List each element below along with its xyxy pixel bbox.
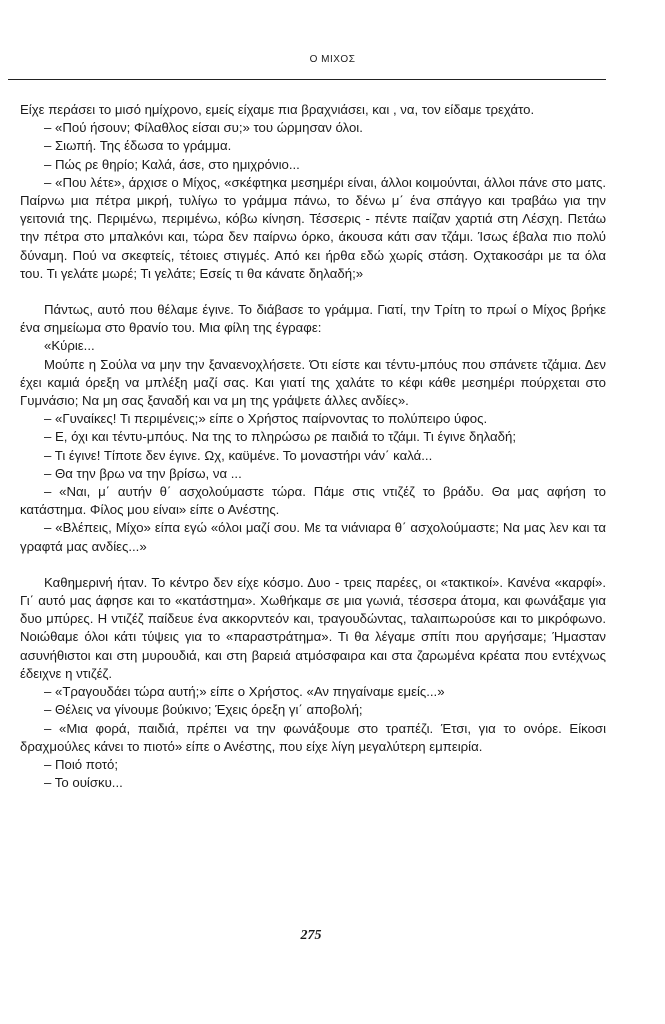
dialogue-line: – «Γυναίκες! Τι περιμένεις;» είπε ο Χρήστος παίρνοντας το πολύπειρο ύφος. <box>44 411 488 427</box>
dialogue-line: – Ε, όχι και τέντυ-μπόυς. Να της το πληρώσω ρε παιδιά το τζάμι. Τι έγινε δηλαδή; <box>44 429 517 445</box>
paragraph: Είχε περάσει το μισό ημίχρονο, εμείς είχαμε πια βραχνιάσει, και , να, τον είδαμε τρεχάτο. <box>20 102 535 117</box>
letter-body: Μούπε η Σούλα να μην την ξαναενοχλήσετε. Ότι είστε και τέντυ-μπόυς που σπάνετε τζάμια. Δεν έχει καμιά όρεξη να μπλέξη μαζί σας. Και γιατί της χαλάτε το κέφι κάθε μεσημέρι πούρχεται στο Γυμνάσιο; Να μη σας ξαναδή και να μη της γράψετε άλλες ανδίες». <box>20 356 606 409</box>
paragraph: Καθημερινή ήταν. Το κέντρο δεν είχε κόσμο. Δυο - τρεις παρέες, οι «τακτικοί». Κανένα «καρφί». Γι΄ αυτό μας άφησε και το «κατάστημα». Χωθήκαμε σε μια γωνιά, τέσσερα άτομα, και φωνάξαμε για δυο μπύρες. Η ντιζέζ παίδευε ένα ακκορντεόν και, τραγουδώντας, ταλαιπωρούσε και το μικρόφωνο. Νοιώθαμε όλοι κάτι τύψεις για το «παραστράτημα». Τι θα λέγαμε σπίτι που αργήσαμε; Ήμασταν ασυνήθιστοι και στη μυρουδιά, και στη βαρειά ατμόσφαιρα και στα ζαρωμένα κρέατα που εντέχνως έδειχνε η ντιζέζ. <box>20 574 606 681</box>
dialogue-line: – Σιωπή. Της έδωσα το γράμμα. <box>44 138 232 154</box>
header-rule <box>8 79 606 80</box>
dialogue-line: – «Πού ήσουν; Φίλαθλος είσαι συ;» του ώρμησαν όλοι. <box>44 120 363 136</box>
letter-salutation: «Κύριε... <box>44 338 95 354</box>
dialogue-line: – Θα την βρω να την βρίσω, να ... <box>44 465 242 481</box>
paragraph: Πάντως, αυτό που θέλαμε έγινε. Το διάβασε το γράμμα. Γιατί, την Τρίτη το πρωί ο Μίχος βρήκε ένα σημείωμα στο θρανίο του. Μια φίλη της έγραφε: <box>20 302 606 336</box>
dialogue-line: – Θέλεις να γίνουμε βούκινο; Έχεις όρεξη γι΄ αποβολή; <box>44 702 363 718</box>
dialogue-line: – «Που λέτε», άρχισε ο Μίχος, «σκέφτηκα μεσημέρι είναι, άλλοι κοιμούνται, άλλοι πάνε στο ματς. Παίρνω μια πέτρα μικρή, τυλίγω το γράμμα πάνω, το δένω μ΄ ένα σπάγγο και τραβάω για την γειτονιά της. Περιμένω, περιμένω, κόβω κίνηση. Τέσσερις - πέντε παίζαν χαρτιά στη Λέσχη. Πετάω την πέτρα στο μπαλκόνι και, τώρα δεν παίρνω όρκο, άκουσα κάτι σαν τζάμι. Ίσως έβαλα πιο πολύ δύναμη. Πού να σκεφτείς, τέτοιες στιγμές. Από κει ήρθα εδώ χωρίς στάση. Οχτακοσάρι με τα όλα του. Τι γελάτε μωρέ; Τι γελάτε; Εσείς τι θα κάνατε δηλαδή;» <box>20 174 606 281</box>
dialogue-line: – «Μια φορά, παιδιά, πρέπει να την φωνάξουμε στο τραπέζι. Έτσι, για το ονόρε. Είκοσι δραχμούλες κάνει το πιοτό» είπε ο Ανέστης, που είχε λίγη μεγαλύτερη εμπειρία. <box>20 720 606 754</box>
body-text <box>20 101 606 792</box>
dialogue-line: – «Ναι, μ΄ αυτήν θ΄ ασχολούμαστε τώρα. Πάμε στις ντιζέζ το βράδυ. Θα μας αφήση το κατάστημα. Φίλος μου είναι» είπε ο Ανέστης. <box>20 484 606 518</box>
dialogue-line: – «Τραγουδάει τώρα αυτή;» είπε ο Χρήστος. «Αν πηγαίναμε εμείς...» <box>44 684 445 700</box>
page-number: 275 <box>300 928 322 943</box>
section-gap <box>20 556 606 574</box>
dialogue-line: – Το ουίσκυ... <box>44 775 123 791</box>
dialogue-line: – Τι έγινε! Τίποτε δεν έγινε. Ωχ, καϋμένε. Το μοναστήρι νάν΄ καλά... <box>44 447 433 463</box>
dialogue-line: – Πώς ρε θηρίο; Καλά, άσε, στο ημιχρόνιο... <box>44 156 300 172</box>
dialogue-line: – Ποιό ποτό; <box>44 756 119 772</box>
section-gap <box>20 283 606 301</box>
dialogue-line: – «Βλέπεις, Μίχο» είπα εγώ «όλοι μαζί σου. Με τα νιάνιαρα θ΄ ασχολούμαστε; Να μας λεν και τα γραφτά μας ανδίες...» <box>20 520 606 554</box>
running-title: Ο ΜΙΧΟΣ <box>309 54 356 65</box>
